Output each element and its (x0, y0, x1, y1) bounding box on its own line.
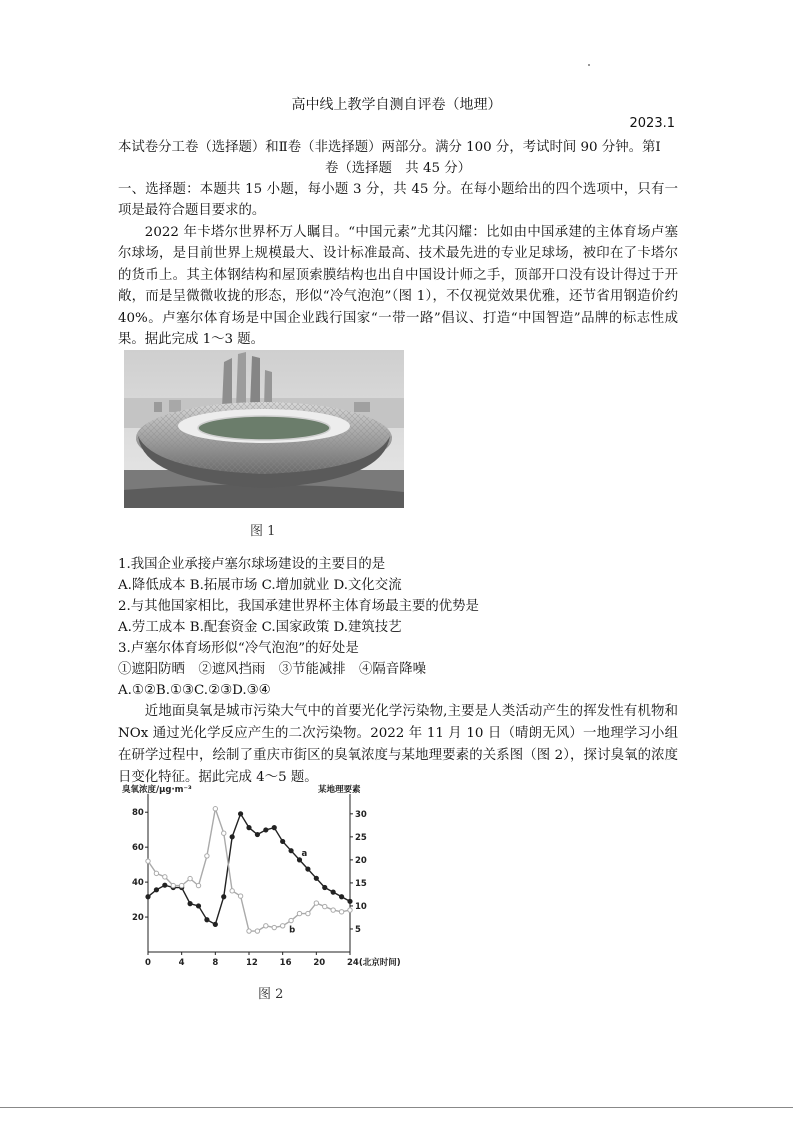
question-2-stem: 2.与其他国家相比，我国承建世界杯主体育场最主要的优势是 (118, 599, 479, 614)
y-left-tick-label: 20 (132, 913, 144, 924)
y-right-tick-label: 30 (355, 809, 367, 820)
series-a-point (339, 895, 343, 899)
series-a-point (281, 839, 285, 843)
series-a-point (255, 832, 259, 836)
series-a-point (146, 895, 150, 899)
series-a-point (289, 849, 293, 853)
y-left-tick-label: 40 (132, 878, 144, 889)
series-a-point (264, 828, 268, 832)
series-b-point (247, 929, 251, 933)
series-a-point (306, 867, 310, 871)
question-1-options: A.降低成本 B.拓展市场 C.增加就业 D.文化交流 (118, 578, 402, 593)
passage-1: 2022 年卡塔尔世界杯万人瞩目。“中国元素”尤其闪耀：比如由中国承建的主体育场卢塞尔球场，是目前世界上规模最大、设计标准最高、技术最先进的专业足球场，被印在了卡塔尔的货币上。其主体钢结构和屋顶索膜结构也出自中国设计师之手，顶部开口没有设计得过于开敞，而是呈微微收拢的形态，形似“冷气泡泡”（图 1），不仅视觉效果优雅，还节省用钢造价约 40%。卢塞尔体育场是中国企业践行国家“一带一路”倡议、打造“中国智造”品牌的标志性成果。据此完成 1～3 题。 (118, 225, 678, 348)
series-b-point (205, 854, 209, 858)
intro-line-1: 本试卷分工卷（选择题）和Ⅱ卷（非选择题）两部分。满分 100 分，考试时间 90 分钟。第Ⅰ (118, 140, 661, 155)
series-a-point (213, 922, 217, 926)
stadium-photo (124, 350, 404, 508)
series-b-point (348, 908, 352, 912)
series-a-point (272, 826, 276, 830)
series-a-line (148, 814, 350, 925)
y-left-tick-label: 80 (132, 808, 144, 819)
series-b-point (323, 904, 327, 908)
series-b-point (331, 908, 335, 912)
question-3-items: ①遮阳防晒 ②遮风挡雨 ③节能减排 ④隔音降噪 (118, 662, 426, 677)
y-right-tick-label: 20 (355, 855, 367, 866)
page-title: 高中线上教学自测自评卷（地理） (291, 97, 502, 113)
x-tick-label: 12 (246, 958, 258, 968)
y-left-tick-label: 60 (132, 843, 144, 854)
series-b-point (179, 883, 183, 887)
bottom-rule (0, 1107, 793, 1108)
series-b-point (188, 876, 192, 880)
y-right-tick-label: 5 (355, 924, 361, 935)
y-right-tick-label: 25 (355, 832, 367, 843)
series-b-point (289, 918, 293, 922)
series-b-point (196, 883, 200, 887)
series-a-point (196, 904, 200, 908)
series-a-point (154, 888, 158, 892)
series-b-point (280, 924, 284, 928)
x-tick-label: 20 (313, 958, 326, 968)
series-a-point (314, 876, 318, 880)
right-axis-title: 某地理要素 (318, 785, 361, 795)
series-b-point (255, 929, 259, 933)
series-a-point (188, 902, 192, 906)
series-a-point (247, 826, 251, 830)
passage-2: 近地面臭氧是城市污染大气中的首要光化学污染物,主要是人类活动产生的挥发性有机物和 NOx 通过光化学反应产生的二次污染物。2022 年 11 月 10 日（晴朗无风）一地理学习小组在研学过程中，绘制了重庆市街区的臭氧浓度与某地理要素的关系图（图 2），探讨臭氧的浓度日变化特征。据此完成 4～5 题。 (118, 704, 678, 785)
series-a-point (238, 812, 242, 816)
figure-1-caption: 图 1 (250, 524, 276, 539)
series-b-point (230, 889, 234, 893)
left-axis-title: 臭氧浓度/μg·m⁻³ (122, 785, 192, 795)
exam-date: 2023.1 (629, 116, 675, 131)
series-a-point (230, 835, 234, 839)
series-a-point (348, 899, 352, 903)
y-right-tick-label: 10 (355, 901, 367, 912)
series-b-point (171, 883, 175, 887)
intro-line-2: 卷（选择题 共 45 分） (324, 161, 472, 176)
series-b-point (297, 911, 301, 915)
x-tick-label: 24(北京时间) (347, 958, 401, 968)
scan-speck (588, 64, 590, 66)
series-a-point (205, 918, 209, 922)
x-tick-label: 16 (279, 958, 292, 968)
series-b-label: b (289, 925, 296, 936)
series-a-point (163, 883, 167, 887)
series-b-point (222, 831, 226, 835)
x-tick-label: 8 (212, 958, 219, 968)
y-right-tick-label: 15 (355, 878, 367, 889)
series-b-point (272, 925, 276, 929)
question-3-options: A.①②B.①③C.②③D.③④ (118, 683, 271, 698)
series-a-point (331, 890, 335, 894)
question-1-stem: 1.我国企业承接卢塞尔球场建设的主要目的是 (118, 557, 386, 572)
series-b-point (163, 875, 167, 879)
x-tick-label: 0 (145, 958, 151, 968)
series-b-point (146, 859, 150, 863)
figure-2-caption: 图 2 (258, 987, 284, 1002)
series-b-point (306, 911, 310, 915)
question-2-options: A.劳工成本 B.配套资金 C.国家政策 D.建筑技艺 (118, 620, 402, 635)
series-a-point (323, 885, 327, 889)
series-b-point (238, 894, 242, 898)
series-a-point (222, 895, 226, 899)
series-b-point (154, 871, 158, 875)
series-b-point (314, 901, 318, 905)
question-3-stem: 3.卢塞尔体育场形似“冷气泡泡”的好处是 (118, 641, 359, 656)
series-b-point (264, 924, 268, 928)
series-b-point (213, 807, 217, 811)
x-tick-label: 4 (178, 958, 185, 968)
series-a-label: a (301, 848, 308, 859)
section-instructions: 一、选择题：本题共 15 小题，每小题 3 分，共 45 分。在每小题给出的四个选项中，只有一项是最符合题目要求的。 (118, 182, 678, 219)
ozone-chart (118, 782, 418, 977)
series-b-point (339, 910, 343, 914)
